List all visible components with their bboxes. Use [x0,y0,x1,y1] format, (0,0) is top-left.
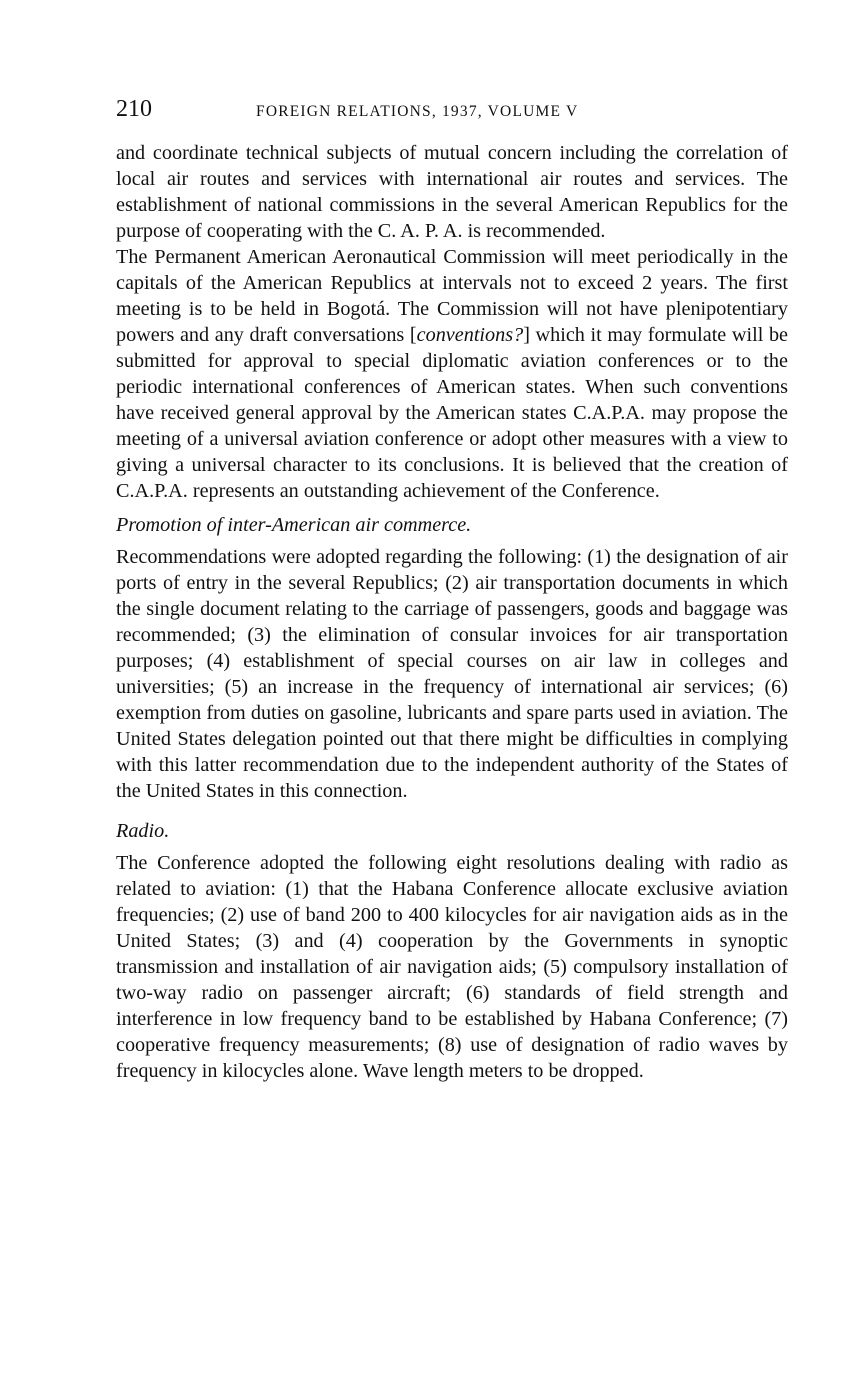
running-header [116,96,788,130]
paragraph-capa-meetings-part1: The Permanent American Aeronautical Commission will meet periodically in the capitals of the American Republics at intervals not to exceed 2 years. The first meeting is to be held in Bogotá. The Commission will not have plenipotentiary powers and any draft conversations [ [116,246,788,346]
section-heading-radio: Radio. [116,820,170,842]
document-page [116,96,788,1084]
page-number: 210 [116,96,152,122]
paragraph-air-commerce: Recommendations were adopted regarding the following: (1) the designation of air ports of entry in the several Republics; (2) air transportation documents in which the single document relating to the carriage of passengers, goods and baggage was recommended; (3) the elimination of consular invoices for air transportation purposes; (4) establishment of special courses on air law in colleges and universities; (5) an increase in the frequency of international air services; (6) exemption from duties on gasoline, lubricants and spare parts used in aviation. The United States delegation pointed out that there might be difficulties in complying with this latter recommendation due to the independent authority of the States of the United States in this connection. [116,546,788,802]
paragraph-capa-meetings [116,244,788,504]
header-title: FOREIGN RELATIONS, 1937, VOLUME V [256,103,579,120]
paragraph-radio: The Conference adopted the following eight resolutions dealing with radio as related to aviation: (1) that the Habana Conference allocate exclusive aviation frequencies; (2) use of band 200 to 400 kilocycles for air navigation aids as in the United States; (3) and (4) cooperation by the Governments in synoptic transmission and installation of air navigation aids; (5) compulsory installation of two-way radio on passenger aircraft; (6) standards of field strength and interference in low frequency band to be established by Habana Conference; (7) cooperative frequency measurements; (8) use of designation of radio waves by frequency in kilocycles alone. Wave length meters to be dropped. [116,852,788,1082]
paragraph-capa-commissions: and coordinate technical subjects of mutual concern including the correlation of local air routes and services with international air routes and services. The establishment of national commissions in the several American Republics for the purpose of cooperating with the C. A. P. A. is recommended. [116,142,788,242]
section-heading-air-commerce: Promotion of inter-American air commerce. [116,514,472,536]
editorial-insertion: conventions? [416,324,524,346]
paragraph-capa-meetings-part2: ] which it may formulate will be submitted for approval to special diplomatic aviation conferences or to the periodic international conferences of American states. When such conventions have received general approval by the American states C.A.P.A. may propose the meeting of a universal aviation conference or adopt other measures with a view to giving a universal character to its conclusions. It is believed that the creation of C.A.P.A. represents an outstanding achievement of the Conference. [116,324,789,502]
